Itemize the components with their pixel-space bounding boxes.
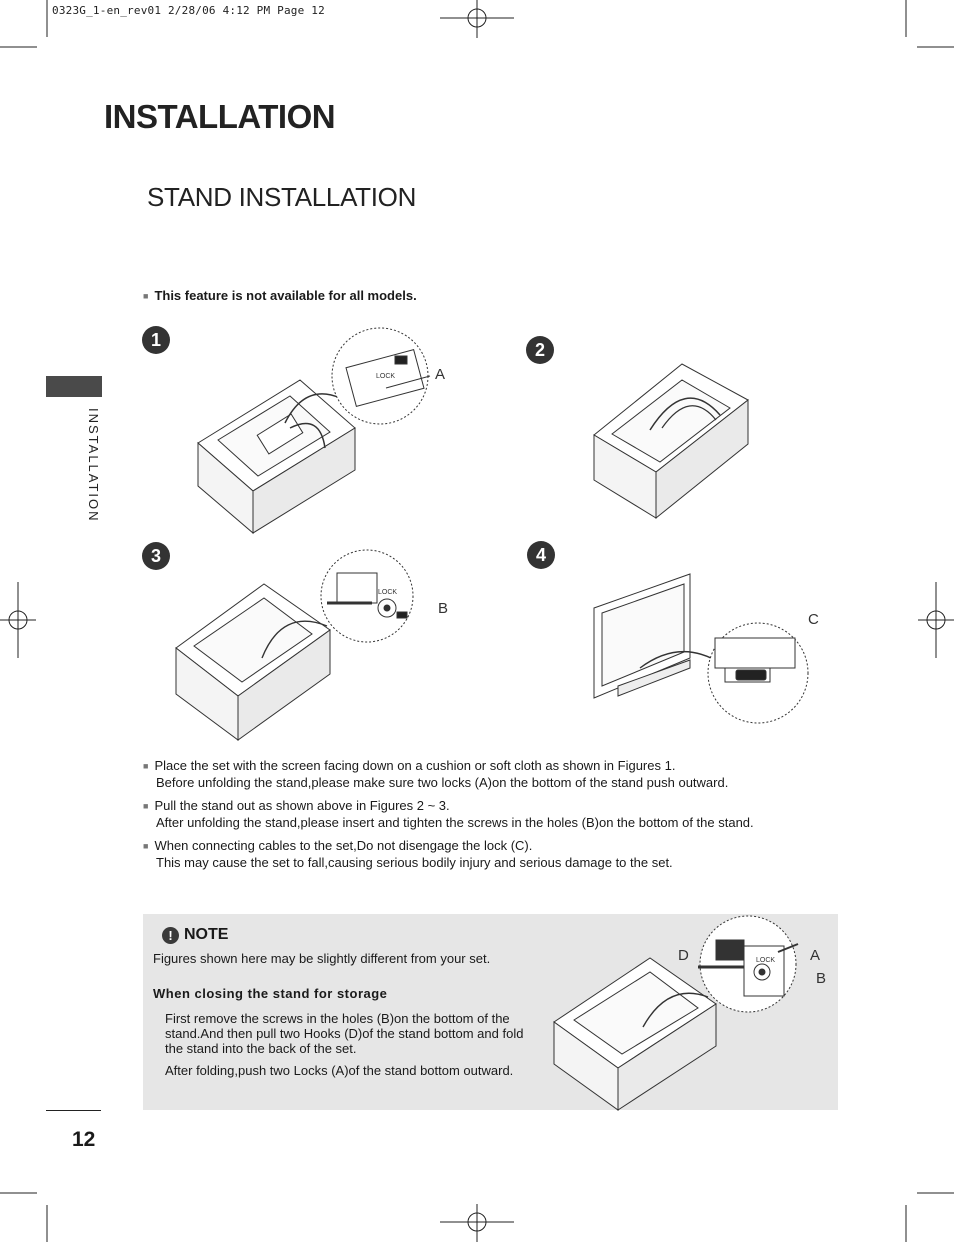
instruction-3-line1: When connecting cables to the set,Do not disengage the lock (C). (154, 838, 533, 853)
note-text: Figures shown here may be slightly different from your set. (153, 951, 491, 966)
side-tab-marker (46, 376, 102, 397)
storage-figure-lock-label: LOCK (756, 957, 776, 964)
availability-text: This feature is not available for all models. (154, 288, 417, 303)
storage-title: When closing the stand for storage (153, 986, 388, 1001)
instruction-2-line2: After unfolding the stand,please insert and tighten the screws in the holes (B)on the bottom of the stand. (156, 815, 754, 830)
figure-4-illustration (590, 568, 820, 728)
square-bullet-icon: ■ (143, 761, 149, 771)
section-title: STAND INSTALLATION (147, 182, 417, 212)
instruction-1-line1: Place the set with the screen facing down on a cushion or soft cloth as shown in Figures 1. (154, 758, 676, 773)
page-number: 12 (72, 1128, 96, 1151)
figure-3-lock-label: LOCK (378, 589, 398, 596)
list-item (143, 798, 833, 831)
figure-2-illustration (590, 360, 770, 520)
list-item (143, 758, 833, 791)
square-bullet-icon: ■ (143, 291, 149, 301)
figure-3-callout-b: B (438, 600, 449, 617)
storage-callout-b: B (816, 970, 827, 987)
step-number-1: 1 (142, 326, 170, 354)
figure-4-callout-c: C (808, 611, 819, 628)
figure-1-lock-label: LOCK (376, 373, 396, 380)
storage-paragraph-2: After folding,push two Locks (A)of the stand bottom outward. (165, 1063, 514, 1078)
warning-icon: ! (162, 927, 179, 944)
instructions-list (143, 758, 833, 878)
storage-paragraph-1: First remove the screws in the holes (B)on the bottom of the stand.And then pull two Hooks (D)of the stand bottom and fold the stand into the back of the set. (165, 1011, 524, 1056)
step-number-4: 4 (527, 541, 555, 569)
instruction-2-line1: Pull the stand out as shown above in Figures 2 ~ 3. (154, 798, 450, 813)
page-number-rule (46, 1110, 101, 1111)
storage-callout-a: A (810, 947, 821, 964)
figure-1-illustration (190, 328, 500, 538)
figure-3-illustration (172, 548, 432, 748)
print-header: 0323G_1-en_rev01 2/28/06 4:12 PM Page 12 (52, 4, 325, 17)
step-number-3: 3 (142, 542, 170, 570)
figure-1-callout-a: A (435, 366, 446, 383)
instruction-3-line2: This may cause the set to fall,causing serious bodily injury and serious damage to the set. (156, 855, 673, 870)
step-number-2: 2 (526, 336, 554, 364)
square-bullet-icon: ■ (143, 841, 149, 851)
storage-figure-illustration (548, 912, 828, 1112)
storage-callout-d: D (678, 947, 689, 964)
square-bullet-icon: ■ (143, 801, 149, 811)
list-item (143, 838, 833, 871)
page-title: INSTALLATION (104, 98, 336, 135)
instruction-1-line2: Before unfolding the stand,please make sure two locks (A)on the bottom of the stand push outward. (156, 775, 729, 790)
side-section-label: INSTALLATION (86, 408, 101, 523)
availability-note (143, 288, 417, 303)
note-heading-label: NOTE (184, 926, 229, 943)
note-heading (162, 926, 228, 944)
